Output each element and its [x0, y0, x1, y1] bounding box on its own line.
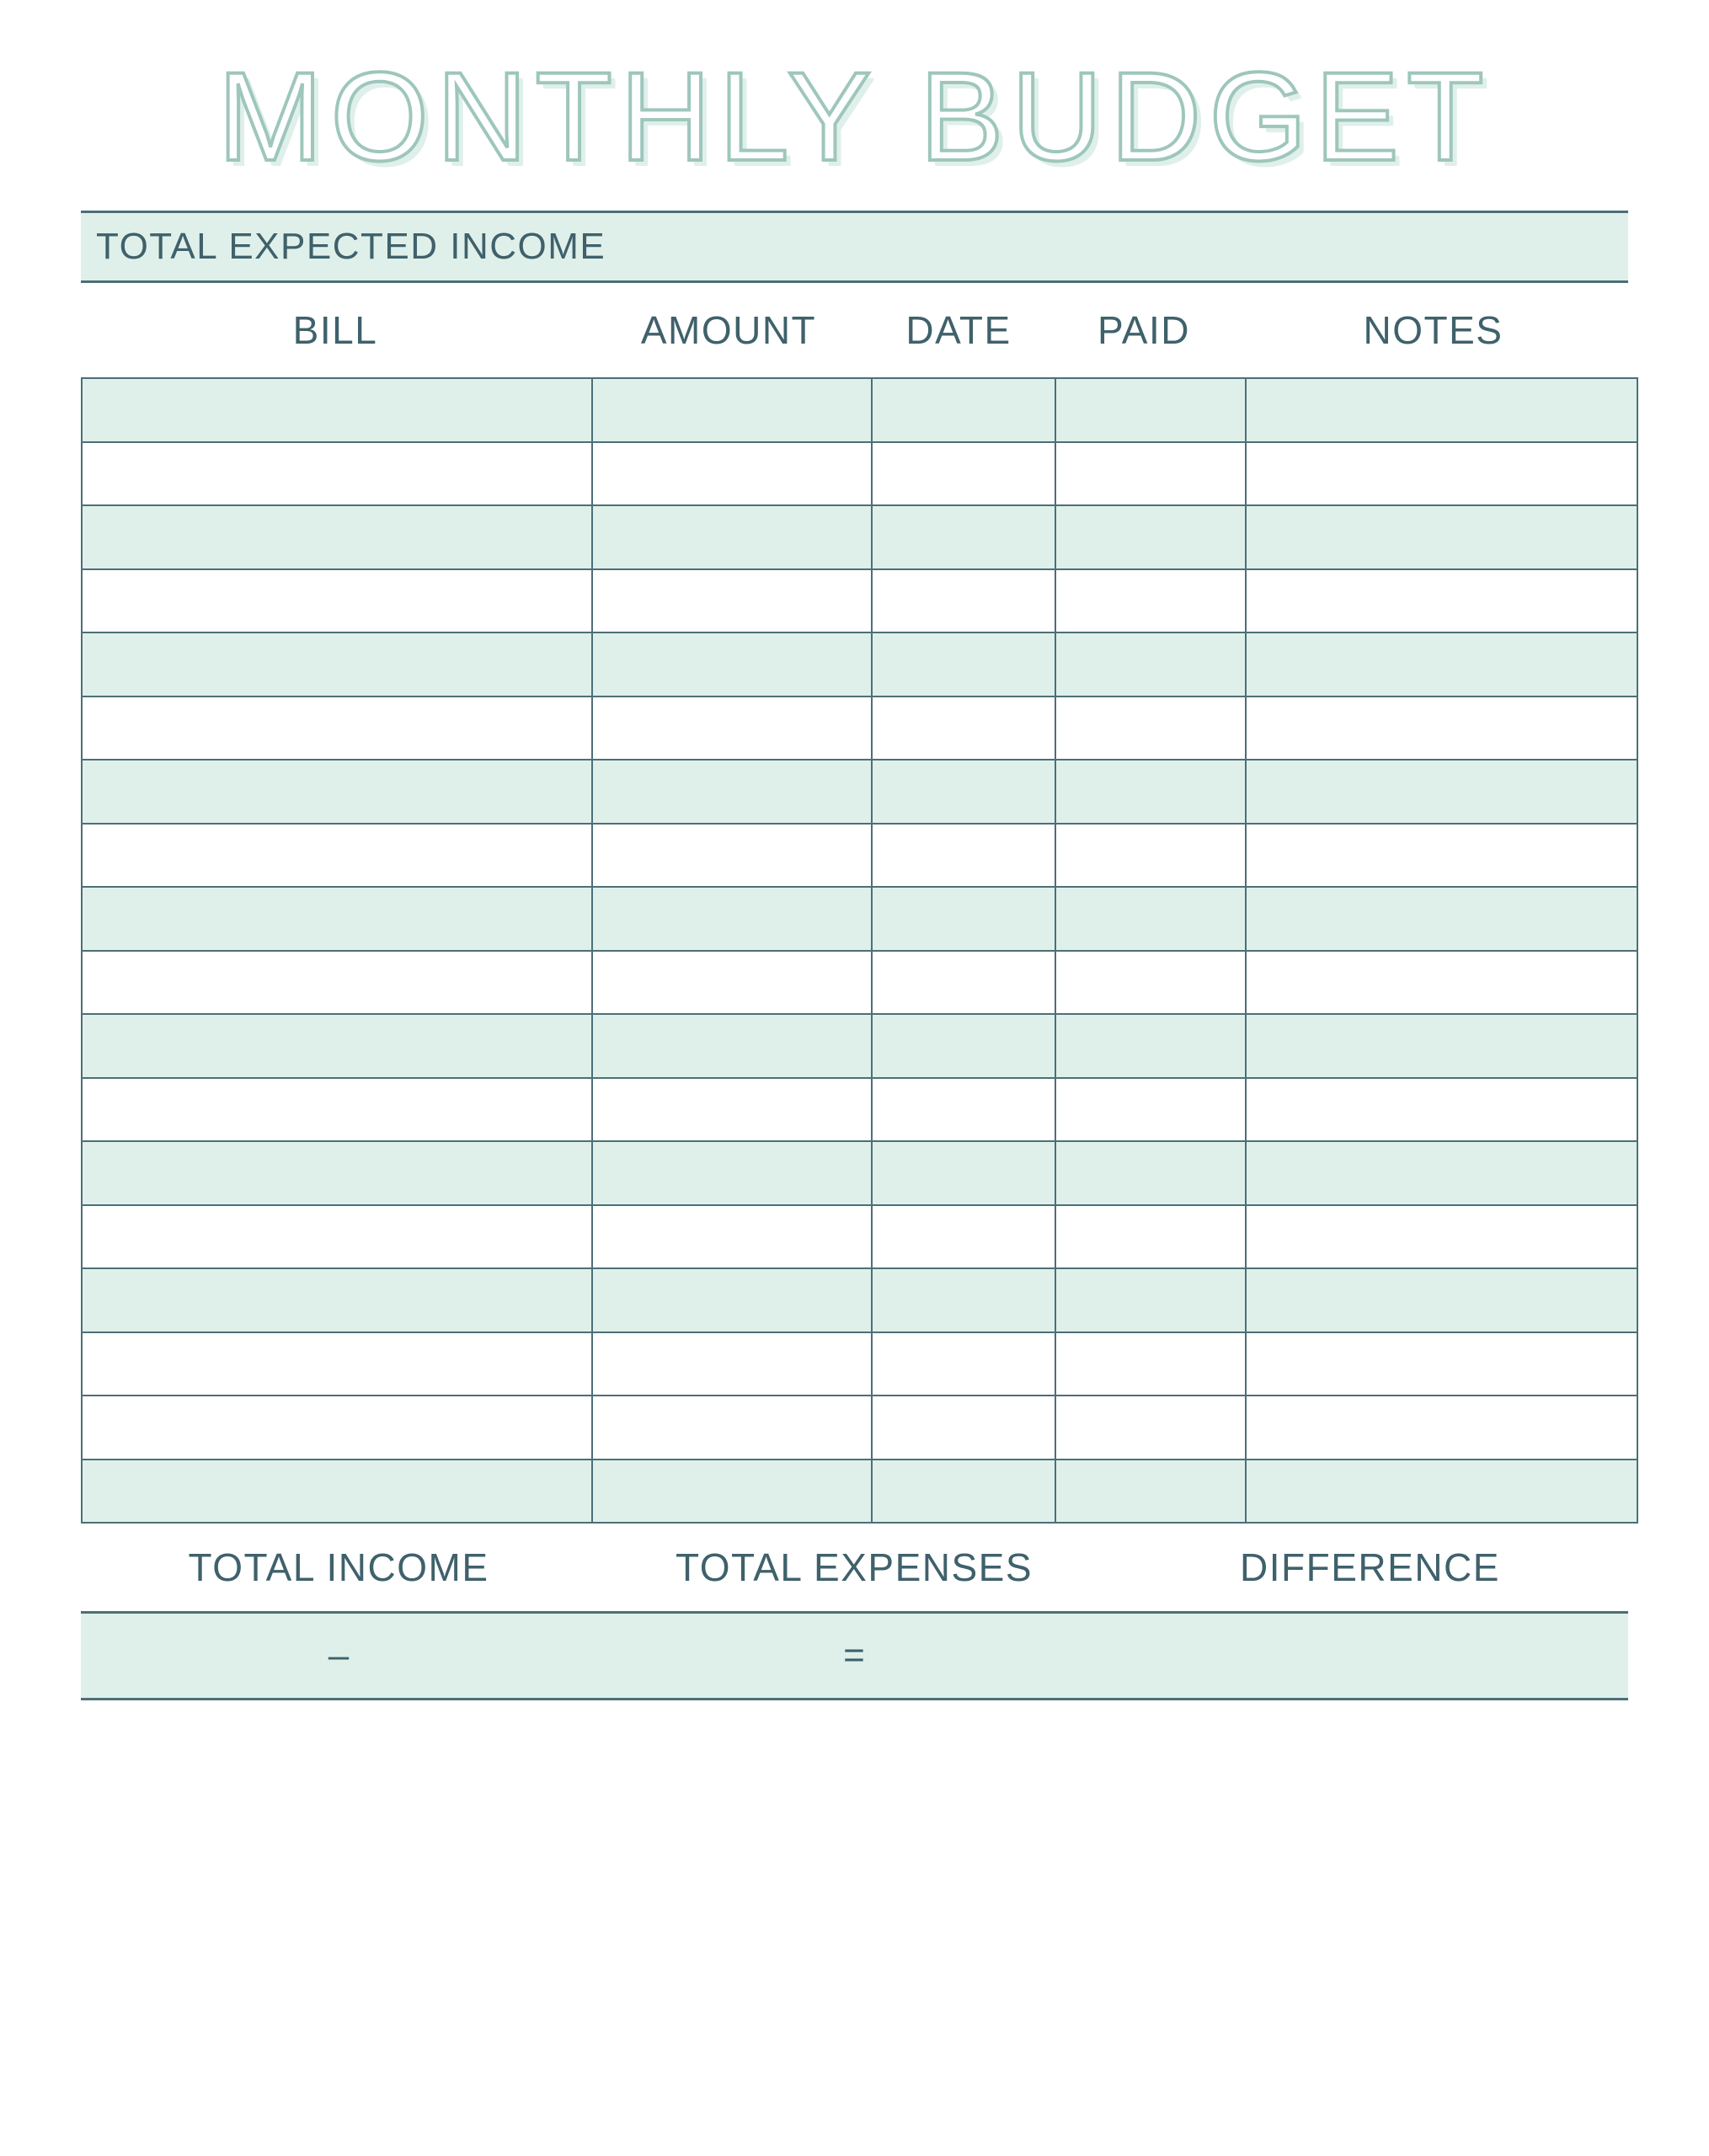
cell-notes[interactable] — [1246, 1078, 1637, 1142]
cell-paid[interactable] — [1055, 1460, 1246, 1524]
cell-bill[interactable] — [82, 1460, 592, 1524]
cell-amount[interactable] — [592, 442, 872, 506]
column-header-amount: AMOUNT — [640, 308, 817, 352]
cell-paid[interactable] — [1055, 1014, 1246, 1078]
cell-paid[interactable] — [1055, 951, 1246, 1015]
table-row[interactable] — [82, 505, 1637, 569]
table-row[interactable] — [82, 1078, 1637, 1142]
cell-paid[interactable] — [1055, 632, 1246, 696]
bills-table — [81, 377, 1638, 1524]
cell-bill[interactable] — [82, 760, 592, 824]
table-row[interactable] — [82, 1205, 1637, 1269]
cell-amount[interactable] — [592, 1332, 872, 1396]
cell-paid[interactable] — [1055, 887, 1246, 951]
cell-date[interactable] — [872, 760, 1055, 824]
table-row[interactable] — [82, 696, 1637, 760]
cell-amount[interactable] — [592, 696, 872, 760]
cell-paid[interactable] — [1055, 569, 1246, 633]
cell-amount[interactable] — [592, 569, 872, 633]
cell-amount[interactable] — [592, 887, 872, 951]
cell-paid[interactable] — [1055, 1396, 1246, 1460]
cell-amount[interactable] — [592, 632, 872, 696]
equals-operator: = — [843, 1635, 865, 1676]
cell-amount[interactable] — [592, 760, 872, 824]
cell-amount[interactable] — [592, 505, 872, 569]
difference-label: DIFFERENCE — [1240, 1545, 1500, 1589]
cell-notes[interactable] — [1246, 824, 1637, 888]
cell-bill[interactable] — [82, 1332, 592, 1396]
page-title: MONTHLY BUDGET — [217, 45, 1492, 187]
cell-paid[interactable] — [1055, 1141, 1246, 1205]
cell-date[interactable] — [872, 569, 1055, 633]
cell-date[interactable] — [872, 378, 1055, 442]
cell-paid[interactable] — [1055, 1205, 1246, 1269]
cell-bill[interactable] — [82, 824, 592, 888]
cell-amount[interactable] — [592, 951, 872, 1015]
column-header-paid: PAID — [1097, 308, 1190, 352]
cell-bill[interactable] — [82, 1205, 592, 1269]
cell-bill[interactable] — [82, 1396, 592, 1460]
cell-notes[interactable] — [1246, 1460, 1637, 1524]
cell-date[interactable] — [872, 1332, 1055, 1396]
cell-paid[interactable] — [1055, 696, 1246, 760]
cell-notes[interactable] — [1246, 569, 1637, 633]
cell-notes[interactable] — [1246, 1141, 1637, 1205]
total-expected-income-label: TOTAL EXPECTED INCOME — [96, 226, 606, 267]
cell-paid[interactable] — [1055, 824, 1246, 888]
cell-bill[interactable] — [82, 632, 592, 696]
table-row[interactable] — [82, 1460, 1637, 1524]
cell-amount[interactable] — [592, 1396, 872, 1460]
cell-amount[interactable] — [592, 1078, 872, 1142]
cell-notes[interactable] — [1246, 696, 1637, 760]
cell-notes[interactable] — [1246, 442, 1637, 506]
cell-notes[interactable] — [1246, 760, 1637, 824]
table-row[interactable] — [82, 1141, 1637, 1205]
cell-bill[interactable] — [82, 1141, 592, 1205]
cell-notes[interactable] — [1246, 1332, 1637, 1396]
table-row[interactable] — [82, 760, 1637, 824]
totals-values-row[interactable] — [81, 1614, 1628, 1700]
cell-bill[interactable] — [82, 1268, 592, 1332]
cell-notes[interactable] — [1246, 1205, 1637, 1269]
cell-notes[interactable] — [1246, 505, 1637, 569]
cell-amount[interactable] — [592, 1205, 872, 1269]
cell-amount[interactable] — [592, 1014, 872, 1078]
cell-notes[interactable] — [1246, 887, 1637, 951]
cell-paid[interactable] — [1055, 1078, 1246, 1142]
cell-date[interactable] — [872, 1078, 1055, 1142]
total-income-label: TOTAL INCOME — [188, 1545, 489, 1589]
minus-operator: – — [328, 1635, 350, 1676]
table-row[interactable] — [82, 951, 1637, 1015]
cell-date[interactable] — [872, 1014, 1055, 1078]
cell-date[interactable] — [872, 824, 1055, 888]
cell-date[interactable] — [872, 1205, 1055, 1269]
cell-date[interactable] — [872, 887, 1055, 951]
cell-paid[interactable] — [1055, 442, 1246, 506]
cell-bill[interactable] — [82, 505, 592, 569]
cell-paid[interactable] — [1055, 1268, 1246, 1332]
total-expenses-label: TOTAL EXPENSES — [675, 1545, 1033, 1589]
cell-notes[interactable] — [1246, 1396, 1637, 1460]
cell-paid[interactable] — [1055, 378, 1246, 442]
cell-notes[interactable] — [1246, 1268, 1637, 1332]
cell-paid[interactable] — [1055, 1332, 1246, 1396]
bills-table-body — [82, 378, 1637, 1523]
cell-date[interactable] — [872, 951, 1055, 1015]
cell-date[interactable] — [872, 505, 1055, 569]
table-row[interactable] — [82, 1014, 1637, 1078]
cell-date[interactable] — [872, 696, 1055, 760]
table-row[interactable] — [82, 378, 1637, 442]
cell-bill[interactable] — [82, 442, 592, 506]
cell-bill[interactable] — [82, 951, 592, 1015]
column-header-notes: NOTES — [1363, 308, 1503, 352]
total-expected-income-bar[interactable] — [81, 211, 1628, 283]
cell-date[interactable] — [872, 632, 1055, 696]
cell-amount[interactable] — [592, 1141, 872, 1205]
cell-bill[interactable] — [82, 1014, 592, 1078]
cell-bill[interactable] — [82, 887, 592, 951]
column-header-date: DATE — [905, 308, 1012, 352]
cell-date[interactable] — [872, 1396, 1055, 1460]
cell-amount[interactable] — [592, 1460, 872, 1524]
cell-date[interactable] — [872, 442, 1055, 506]
table-row[interactable] — [82, 442, 1637, 506]
page-title-area — [81, 0, 1628, 211]
cell-amount[interactable] — [592, 824, 872, 888]
table-row[interactable] — [82, 569, 1637, 633]
table-row[interactable] — [82, 632, 1637, 696]
totals-labels — [81, 1524, 1628, 1614]
cell-bill[interactable] — [82, 696, 592, 760]
cell-amount[interactable] — [592, 1268, 872, 1332]
cell-notes[interactable] — [1246, 378, 1637, 442]
cell-paid[interactable] — [1055, 505, 1246, 569]
column-header-bill: BILL — [292, 308, 378, 352]
table-row[interactable] — [82, 1396, 1637, 1460]
cell-notes[interactable] — [1246, 951, 1637, 1015]
cell-date[interactable] — [872, 1460, 1055, 1524]
column-headers — [81, 283, 1628, 377]
cell-bill[interactable] — [82, 378, 592, 442]
table-row[interactable] — [82, 887, 1637, 951]
table-row[interactable] — [82, 1332, 1637, 1396]
table-row[interactable] — [82, 1268, 1637, 1332]
cell-bill[interactable] — [82, 1078, 592, 1142]
cell-notes[interactable] — [1246, 1014, 1637, 1078]
cell-bill[interactable] — [82, 569, 592, 633]
cell-notes[interactable] — [1246, 632, 1637, 696]
cell-date[interactable] — [872, 1141, 1055, 1205]
cell-paid[interactable] — [1055, 760, 1246, 824]
cell-date[interactable] — [872, 1268, 1055, 1332]
table-row[interactable] — [82, 824, 1637, 888]
cell-amount[interactable] — [592, 378, 872, 442]
